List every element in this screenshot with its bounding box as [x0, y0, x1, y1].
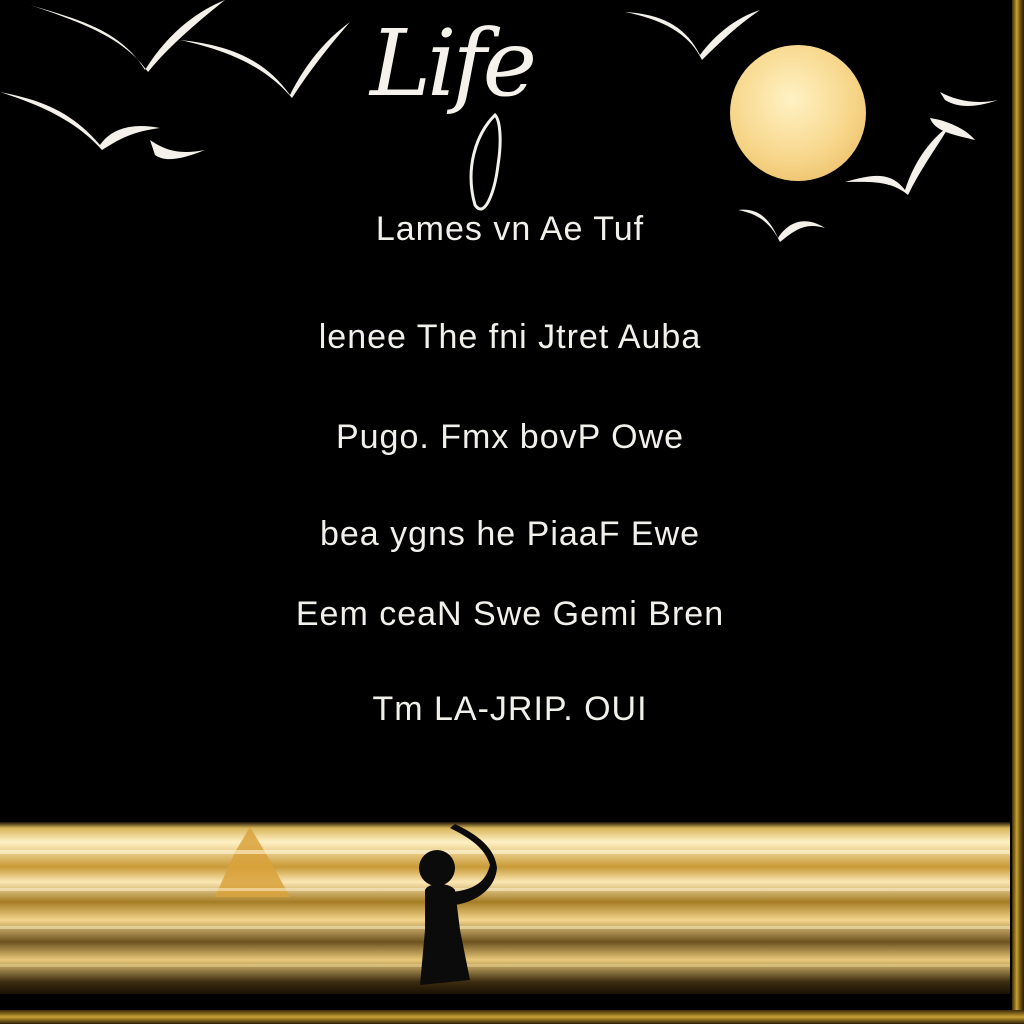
frame-edge-bottom	[0, 1010, 1024, 1024]
frame-edge-right	[1012, 0, 1024, 1024]
title-script	[360, 10, 600, 210]
poem-line-5: Eem ceaN Swe Gemi Bren	[295, 595, 725, 633]
poem-line-6: Tm LA-JRIP. OUI	[372, 690, 648, 728]
poem-line-2: lenee The fni Jtret Auba	[318, 318, 702, 356]
person-silhouette	[410, 820, 510, 990]
seagull-4	[150, 140, 205, 159]
seagull-5	[625, 10, 760, 60]
title-loop-flourish	[450, 110, 520, 220]
seagull-6	[930, 92, 998, 140]
sun	[730, 45, 866, 181]
seagull-3	[0, 92, 160, 150]
poem-line-4: bea ygns he PiaaF Ewe	[319, 515, 701, 553]
poem-line-1: Lames vn Ae Tuf	[375, 210, 645, 248]
seagull-1	[30, 0, 225, 72]
rock-silhouette	[215, 827, 290, 897]
poem-line-3: Pugo. Fmx bovP Owe	[335, 418, 685, 456]
title-text: Life	[370, 10, 534, 117]
seagull-2	[180, 22, 350, 98]
